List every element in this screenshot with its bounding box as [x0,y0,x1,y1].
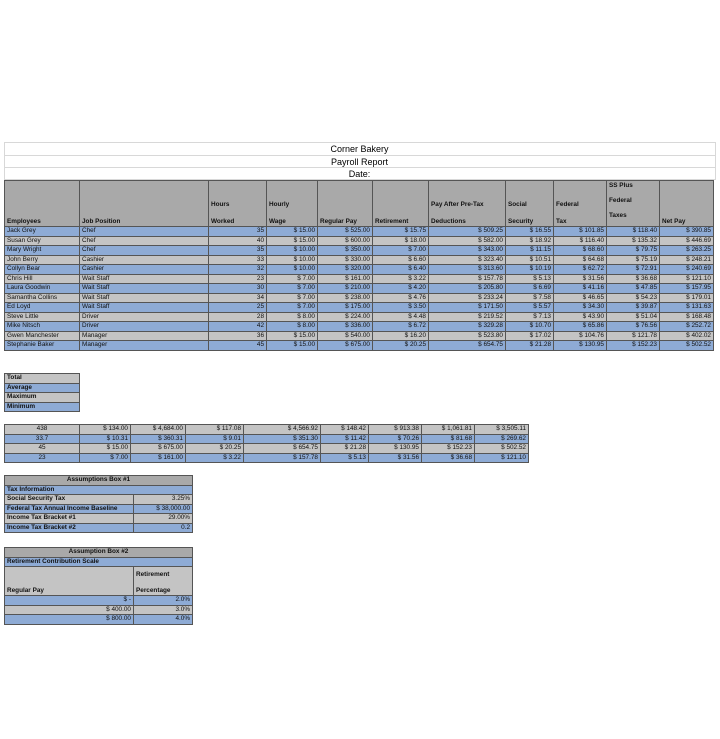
table-cell: $ 7.00 [267,303,318,313]
table-cell: $ 17.02 [506,331,554,341]
assumptions-2-section-row [5,557,193,567]
header-line: Hourly [269,201,290,208]
table-row [5,236,714,246]
table-cell: Cashier [80,255,209,265]
stats-label-row [5,383,80,393]
table-cell: $ 54.23 [607,293,660,303]
header-row [5,181,714,227]
table-cell: $ 118.40 [607,227,660,237]
payroll-body [5,227,714,351]
header-cell [429,181,506,227]
table-cell: $ 402.02 [660,331,714,341]
stats-cell: $ 675.00 [131,444,186,454]
table-cell: $ 20.25 [373,341,429,351]
table-cell: $ 4.20 [373,284,429,294]
table-cell: Chef [80,246,209,256]
stats-body [5,425,529,463]
scale-pct: 4.0% [134,615,193,625]
stats-cell: $ 7.00 [80,453,131,463]
header-cell [373,181,429,227]
retirement-scale-heading: Retirement Contribution Scale [5,557,193,567]
table-cell: $ 10.51 [506,255,554,265]
stats-label-maximum: Maximum [5,393,80,403]
table-row [5,331,714,341]
stats-label-row [5,374,80,384]
stats-cell: 23 [5,453,80,463]
stats-cell: $ 10.31 [80,434,131,444]
scale-pct: 2.0% [134,596,193,606]
table-cell: $ 18.92 [506,236,554,246]
table-cell: $ 5.13 [506,274,554,284]
gridline [4,167,715,168]
stats-label-row [5,393,80,403]
stats-cell: $ 502.52 [475,444,529,454]
table-cell: $ 11.15 [506,246,554,256]
table-cell: $ 654.75 [429,341,506,351]
table-cell: $ 152.23 [607,341,660,351]
stats-cell: $ 31.56 [369,453,422,463]
table-row [5,322,714,332]
table-cell: $ 157.95 [660,284,714,294]
stats-cell: $ 654.75 [244,444,321,454]
table-cell: $ 101.85 [554,227,607,237]
assumptions-1-row [5,523,193,533]
table-cell: $ 600.00 [318,236,373,246]
header-line: Social [508,201,527,208]
bracket-2-label: Income Tax Bracket #2 [5,523,134,533]
gridline [4,155,715,156]
stats-table [4,424,529,463]
table-row [5,312,714,322]
table-cell: $ 16.20 [373,331,429,341]
stats-cell: $ 20.25 [186,444,244,454]
table-cell: $ 10.00 [267,265,318,275]
table-cell: $ 7.58 [506,293,554,303]
header-line: Tax [556,218,567,225]
header-line: Deductions [431,218,466,225]
header-line: SS Plus [609,182,633,189]
table-cell: $ 224.00 [318,312,373,322]
assumptions-2-title-row [5,548,193,558]
stats-cell: $ 81.68 [422,434,475,444]
tax-information-heading: Tax Information [5,485,193,495]
table-row [5,284,714,294]
stats-cell: $ 913.38 [369,425,422,435]
table-cell: $ 8.00 [267,312,318,322]
table-cell: Wait Staff [80,293,209,303]
table-cell: $ 175.00 [318,303,373,313]
stats-label-minimum: Minimum [5,402,80,412]
table-cell: $ 502.52 [660,341,714,351]
table-cell: $ 51.04 [607,312,660,322]
table-cell: 30 [209,284,267,294]
stats-cell: $ 9.01 [186,434,244,444]
assumptions-box-2 [4,547,193,625]
header-line: Retirement [136,571,170,578]
table-cell: $ 238.00 [318,293,373,303]
stats-label-row [5,402,80,412]
table-cell: $ 68.60 [554,246,607,256]
scale-pct: 3.0% [134,605,193,615]
table-cell: $ 7.00 [267,274,318,284]
table-cell: 23 [209,274,267,284]
table-cell: $ 540.00 [318,331,373,341]
table-cell: Wait Staff [80,284,209,294]
table-cell: 40 [209,236,267,246]
table-cell: $ 4.48 [373,312,429,322]
gridline [715,142,716,180]
federal-baseline-value: $ 38,000.00 [134,504,193,514]
table-cell: $ 10.19 [506,265,554,275]
stats-cell: $ 117.08 [186,425,244,435]
table-cell: 35 [209,246,267,256]
table-cell: $ 10.00 [267,246,318,256]
assumptions-2-header-row [5,567,193,596]
stats-row [5,453,529,463]
stats-cell: $ 36.68 [422,453,475,463]
table-cell: $ 6.69 [506,284,554,294]
stats-cell: $ 152.23 [422,444,475,454]
table-cell: 35 [209,227,267,237]
header-line: Wage [269,218,286,225]
assumptions-1-row [5,514,193,524]
table-cell: 34 [209,293,267,303]
stats-cell: $ 70.26 [369,434,422,444]
company-name: Corner Bakery [330,144,389,154]
table-cell: $ 41.16 [554,284,607,294]
table-cell: $ 179.01 [660,293,714,303]
assumptions-1-row [5,504,193,514]
stats-cell: $ 3,505.11 [475,425,529,435]
table-cell: Samantha Collins [5,293,80,303]
bracket-1-label: Income Tax Bracket #1 [5,514,134,524]
table-cell: Chef [80,227,209,237]
table-cell: 42 [209,322,267,332]
table-row [5,341,714,351]
table-cell: $ 10.00 [267,255,318,265]
table-cell: 45 [209,341,267,351]
stats-cell: 438 [5,425,80,435]
stats-cell: $ 3.22 [186,453,244,463]
table-cell: $ 320.00 [318,265,373,275]
table-cell: $ 7.00 [373,246,429,256]
table-cell: 25 [209,303,267,313]
assumptions-2-title: Assumption Box #2 [5,548,193,558]
header-cell [209,181,267,227]
table-cell: $ 263.25 [660,246,714,256]
header-line: Hours [211,201,230,208]
assumptions-box-1 [4,475,193,533]
assumptions-2-row [5,615,193,625]
stats-cell: $ 21.28 [321,444,369,454]
table-cell: $ 390.85 [660,227,714,237]
table-row [5,255,714,265]
table-cell: $ 7.13 [506,312,554,322]
table-cell: $ 15.00 [267,227,318,237]
gridline [4,142,715,143]
table-cell: $ 233.24 [429,293,506,303]
table-cell: $ 4.76 [373,293,429,303]
assumptions-1-row [5,495,193,505]
stats-cell: $ 161.00 [131,453,186,463]
header-cell [267,181,318,227]
table-cell: Jack Grey [5,227,80,237]
report-title: Payroll Report [330,157,389,167]
table-cell: $ 157.78 [429,274,506,284]
bracket-1-value: 29.00% [134,514,193,524]
table-cell: $ 15.00 [267,236,318,246]
stats-cell: $ 4,566.92 [244,425,321,435]
table-cell: Collyn Bear [5,265,80,275]
table-cell: Driver [80,312,209,322]
table-cell: $ 523.80 [429,331,506,341]
table-cell: $ 43.90 [554,312,607,322]
table-cell: $ 46.65 [554,293,607,303]
stats-row [5,444,529,454]
assumptions-1-title-row [5,476,193,486]
stats-cell: $ 360.31 [131,434,186,444]
header-cell [506,181,554,227]
table-cell: Steve Little [5,312,80,322]
header-cell [5,181,80,227]
table-cell: $ 21.28 [506,341,554,351]
table-cell: $ 323.40 [429,255,506,265]
table-cell: $ 15.00 [267,331,318,341]
stats-row [5,434,529,444]
table-cell: $ 240.69 [660,265,714,275]
stats-cell: $ 11.42 [321,434,369,444]
table-row [5,293,714,303]
stats-cell: $ 1,061.81 [422,425,475,435]
table-row [5,246,714,256]
table-cell: $ 62.72 [554,265,607,275]
table-cell: $ 252.72 [660,322,714,332]
table-cell: $ 39.87 [607,303,660,313]
table-cell: Manager [80,331,209,341]
table-cell: $ 6.72 [373,322,429,332]
table-cell: $ 330.00 [318,255,373,265]
table-cell: $ 10.70 [506,322,554,332]
stats-cell: $ 134.00 [80,425,131,435]
assumptions-2-row [5,605,193,615]
header-cell [80,181,209,227]
assumptions-1-title: Assumptions Box #1 [5,476,193,486]
table-cell: $ 6.60 [373,255,429,265]
retirement-percentage-header [134,567,193,596]
stats-cell: $ 5.13 [321,453,369,463]
table-cell: Chris Hill [5,274,80,284]
header-line: Pay After Pre-Tax [431,201,484,208]
stats-row [5,425,529,435]
table-cell: $ 135.32 [607,236,660,246]
table-cell: $ 350.00 [318,246,373,256]
table-cell: $ 7.00 [267,284,318,294]
table-cell: $ 15.00 [267,341,318,351]
table-cell: Laura Goodwin [5,284,80,294]
stats-label-total: Total [5,374,80,384]
table-cell: $ 64.68 [554,255,607,265]
stats-cell: $ 121.10 [475,453,529,463]
table-cell: $ 210.00 [318,284,373,294]
header-line: Regular Pay [320,218,357,225]
table-cell: Ed Loyd [5,303,80,313]
table-cell: $ 76.56 [607,322,660,332]
table-cell: $ 525.00 [318,227,373,237]
table-cell: Mike Nitsch [5,322,80,332]
table-cell: $ 65.86 [554,322,607,332]
table-cell: Cashier [80,265,209,275]
table-cell: $ 3.22 [373,274,429,284]
header-line: Security [508,218,534,225]
table-cell: $ 446.69 [660,236,714,246]
table-cell: Gwen Manchester [5,331,80,341]
table-cell: $ 75.19 [607,255,660,265]
stats-cell: 45 [5,444,80,454]
table-cell: Wait Staff [80,274,209,284]
table-cell: $ 5.57 [506,303,554,313]
table-cell: $ 18.00 [373,236,429,246]
table-row [5,274,714,284]
social-security-label: Social Security Tax [5,495,134,505]
social-security-value: 3.25% [134,495,193,505]
stats-cell: $ 269.62 [475,434,529,444]
table-cell: $ 329.28 [429,322,506,332]
table-cell: $ 161.00 [318,274,373,284]
table-cell: $ 72.91 [607,265,660,275]
table-cell: $ 121.10 [660,274,714,284]
table-cell: $ 36.68 [607,274,660,284]
table-cell: $ 6.40 [373,265,429,275]
stats-cell: $ 4,684.00 [131,425,186,435]
header-cell [554,181,607,227]
table-cell: $ 582.00 [429,236,506,246]
stats-labels [4,373,80,412]
table-cell: Stephanie Baker [5,341,80,351]
table-cell: $ 509.25 [429,227,506,237]
assumptions-1-section-row [5,485,193,495]
regular-pay-header: Regular Pay [5,567,134,596]
table-cell: $ 104.76 [554,331,607,341]
stats-label-average: Average [5,383,80,393]
header-cell [607,181,660,227]
table-cell: Manager [80,341,209,351]
table-cell: Wait Staff [80,303,209,313]
table-cell: 36 [209,331,267,341]
header-line: Employees [7,218,41,225]
stats-cell: $ 15.00 [80,444,131,454]
table-cell: $ 34.30 [554,303,607,313]
table-cell: $ 131.63 [660,303,714,313]
table-cell: $ 7.00 [267,293,318,303]
table-cell: $ 15.75 [373,227,429,237]
header-line: Federal [609,197,632,204]
table-cell: 33 [209,255,267,265]
stats-cell: $ 157.78 [244,453,321,463]
header-cell [660,181,714,227]
stats-cell: $ 130.95 [369,444,422,454]
header-line: Retirement [375,218,409,225]
table-cell: Mary Wright [5,246,80,256]
header-line: Federal [556,201,579,208]
header-cell [318,181,373,227]
table-cell: $ 8.00 [267,322,318,332]
header-line: Percentage [136,587,171,594]
table-cell: $ 343.00 [429,246,506,256]
table-cell: $ 168.48 [660,312,714,322]
table-row [5,265,714,275]
federal-baseline-label: Federal Tax Annual Income Baseline [5,504,134,514]
table-cell: $ 675.00 [318,341,373,351]
table-cell: $ 116.40 [554,236,607,246]
table-cell: $ 219.52 [429,312,506,322]
table-row [5,227,714,237]
table-cell: $ 248.21 [660,255,714,265]
header-line: Taxes [609,212,627,219]
table-cell: John Berry [5,255,80,265]
table-cell: $ 121.78 [607,331,660,341]
stats-cell: 33.7 [5,434,80,444]
header-line: Net Pay [662,218,686,225]
stats-cell: $ 351.30 [244,434,321,444]
scale-pay: $ 400.00 [5,605,134,615]
table-cell: Susan Grey [5,236,80,246]
table-cell: $ 3.50 [373,303,429,313]
header-line: Worked [211,218,235,225]
scale-pay: $ - [5,596,134,606]
table-cell: Chef [80,236,209,246]
table-cell: $ 47.85 [607,284,660,294]
table-cell: $ 130.95 [554,341,607,351]
header-line: Job Position [82,218,121,225]
table-cell: $ 313.60 [429,265,506,275]
payroll-table [4,180,714,351]
bracket-2-value: 0.2 [134,523,193,533]
table-row [5,303,714,313]
table-cell: $ 171.50 [429,303,506,313]
table-cell: $ 336.00 [318,322,373,332]
table-cell: $ 31.56 [554,274,607,284]
report-date-label: Date: [348,169,371,179]
table-cell: Driver [80,322,209,332]
table-cell: $ 205.80 [429,284,506,294]
stats-cell: $ 148.42 [321,425,369,435]
table-cell: 28 [209,312,267,322]
scale-pay: $ 800.00 [5,615,134,625]
table-cell: $ 79.75 [607,246,660,256]
table-cell: $ 16.55 [506,227,554,237]
assumptions-2-row [5,596,193,606]
table-cell: 32 [209,265,267,275]
